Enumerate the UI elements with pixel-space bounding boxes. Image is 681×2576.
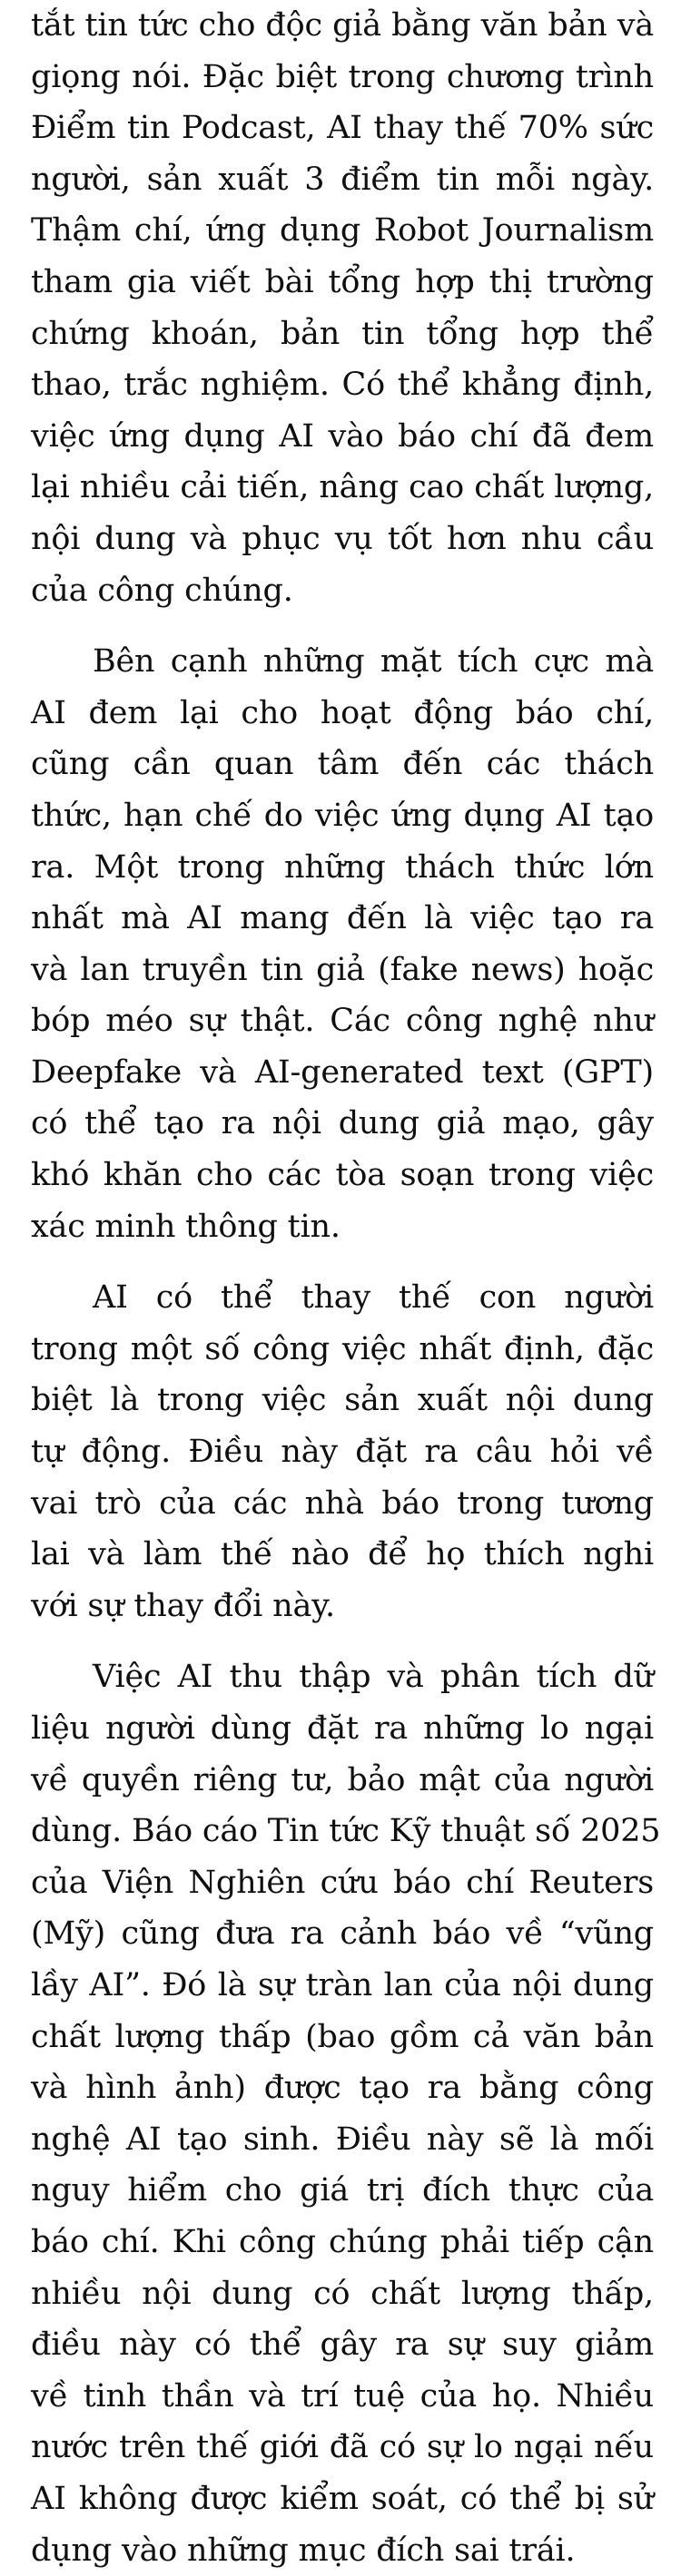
- text-line: AI có thể thay thế con người: [31, 1272, 654, 1324]
- text-line: nội dung và phục vụ tốt hơn nhu cầu: [31, 514, 654, 565]
- text-line: có thể tạo ra nội dung giả mạo, gây: [31, 1098, 654, 1150]
- text-line: và lan truyền tin giả (fake news) hoặc: [31, 945, 654, 996]
- paragraph-gap: [31, 616, 654, 636]
- text-line: báo chí. Khi công chúng phải tiếp cận: [31, 2217, 654, 2268]
- text-line: điều này có thể gây ra sự suy giảm: [31, 2319, 654, 2371]
- text-line: tham gia viết bài tổng hợp thị trường: [31, 257, 654, 309]
- text-line: chứng khoán, bản tin tổng hợp thể: [31, 309, 654, 360]
- text-line: Điểm tin Podcast, AI thay thế 70% sức: [31, 103, 654, 154]
- text-line: của Viện Nghiên cứu báo chí Reuters: [31, 1857, 654, 1909]
- paragraph-4: [31, 1651, 654, 2576]
- text-line: và hình ảnh) được tạo ra bằng công: [31, 2062, 654, 2114]
- text-line: của công chúng.: [31, 565, 654, 617]
- text-line: nghệ AI tạo sinh. Điều này sẽ là mối: [31, 2114, 654, 2166]
- paragraph-2: [31, 636, 654, 1252]
- text-line: với sự thay đổi này.: [31, 1581, 654, 1632]
- text-line: AI không được kiểm soát, có thể bị sử: [31, 2473, 654, 2525]
- text-line: lai và làm thế nào để họ thích nghi: [31, 1529, 654, 1581]
- text-line: tắt tin tức cho độc giả bằng văn bản và: [31, 0, 654, 52]
- text-line: khó khăn cho các tòa soạn trong việc: [31, 1150, 654, 1201]
- text-line: biệt là trong việc sản xuất nội dung: [31, 1375, 654, 1426]
- text-line: dụng vào những mục đích sai trái.: [31, 2525, 654, 2576]
- text-line: vai trò của các nhà báo trong tương: [31, 1478, 654, 1530]
- text-line: tự động. Điều này đặt ra câu hỏi về: [31, 1426, 654, 1478]
- paragraph-1: [31, 0, 654, 616]
- text-line: về quyền riêng tư, bảo mật của người: [31, 1755, 654, 1807]
- text-line: dùng. Báo cáo Tin tức Kỹ thuật số 2025: [31, 1806, 654, 1857]
- text-line: cũng cần quan tâm đến các thách: [31, 739, 654, 790]
- text-line: xác minh thông tin.: [31, 1201, 654, 1253]
- text-line: nguy hiểm cho giá trị đích thực của: [31, 2165, 654, 2217]
- article-body: [31, 0, 654, 2576]
- text-line: Deepfake và AI-generated text (GPT): [31, 1047, 654, 1099]
- text-line: Thậm chí, ứng dụng Robot Journalism: [31, 205, 654, 257]
- text-line: Việc AI thu thập và phân tích dữ: [31, 1651, 654, 1703]
- text-line: AI đem lại cho hoạt động báo chí,: [31, 688, 654, 739]
- text-line: (Mỹ) cũng đưa ra cảnh báo về “vũng: [31, 1908, 654, 1960]
- paragraph-gap: [31, 1631, 654, 1651]
- text-line: nước trên thế giới đã có sự lo ngại nếu: [31, 2422, 654, 2473]
- text-line: liệu người dùng đặt ra những lo ngại: [31, 1703, 654, 1755]
- text-line: bóp méo sự thật. Các công nghệ như: [31, 995, 654, 1047]
- paragraph-gap: [31, 1252, 654, 1272]
- paragraph-3: [31, 1272, 654, 1631]
- text-line: ra. Một trong những thách thức lớn: [31, 842, 654, 894]
- text-line: lầy AI”. Đó là sự tràn lan của nội dung: [31, 1960, 654, 2012]
- text-line: trong một số công việc nhất định, đặc: [31, 1324, 654, 1376]
- text-line: lại nhiều cải tiến, nâng cao chất lượng,: [31, 462, 654, 514]
- text-line: về tinh thần và trí tuệ của họ. Nhiều: [31, 2371, 654, 2423]
- text-line: người, sản xuất 3 điểm tin mỗi ngày.: [31, 154, 654, 206]
- text-line: giọng nói. Đặc biệt trong chương trình: [31, 52, 654, 103]
- text-line: thao, trắc nghiệm. Có thể khẳng định,: [31, 359, 654, 411]
- text-line: việc ứng dụng AI vào báo chí đã đem: [31, 411, 654, 463]
- text-line: thức, hạn chế do việc ứng dụng AI tạo: [31, 790, 654, 842]
- text-line: nhất mà AI mang đến là việc tạo ra: [31, 893, 654, 945]
- text-line: nhiều nội dung có chất lượng thấp,: [31, 2268, 654, 2320]
- text-line: chất lượng thấp (bao gồm cả văn bản: [31, 2012, 654, 2063]
- text-line: Bên cạnh những mặt tích cực mà: [31, 636, 654, 688]
